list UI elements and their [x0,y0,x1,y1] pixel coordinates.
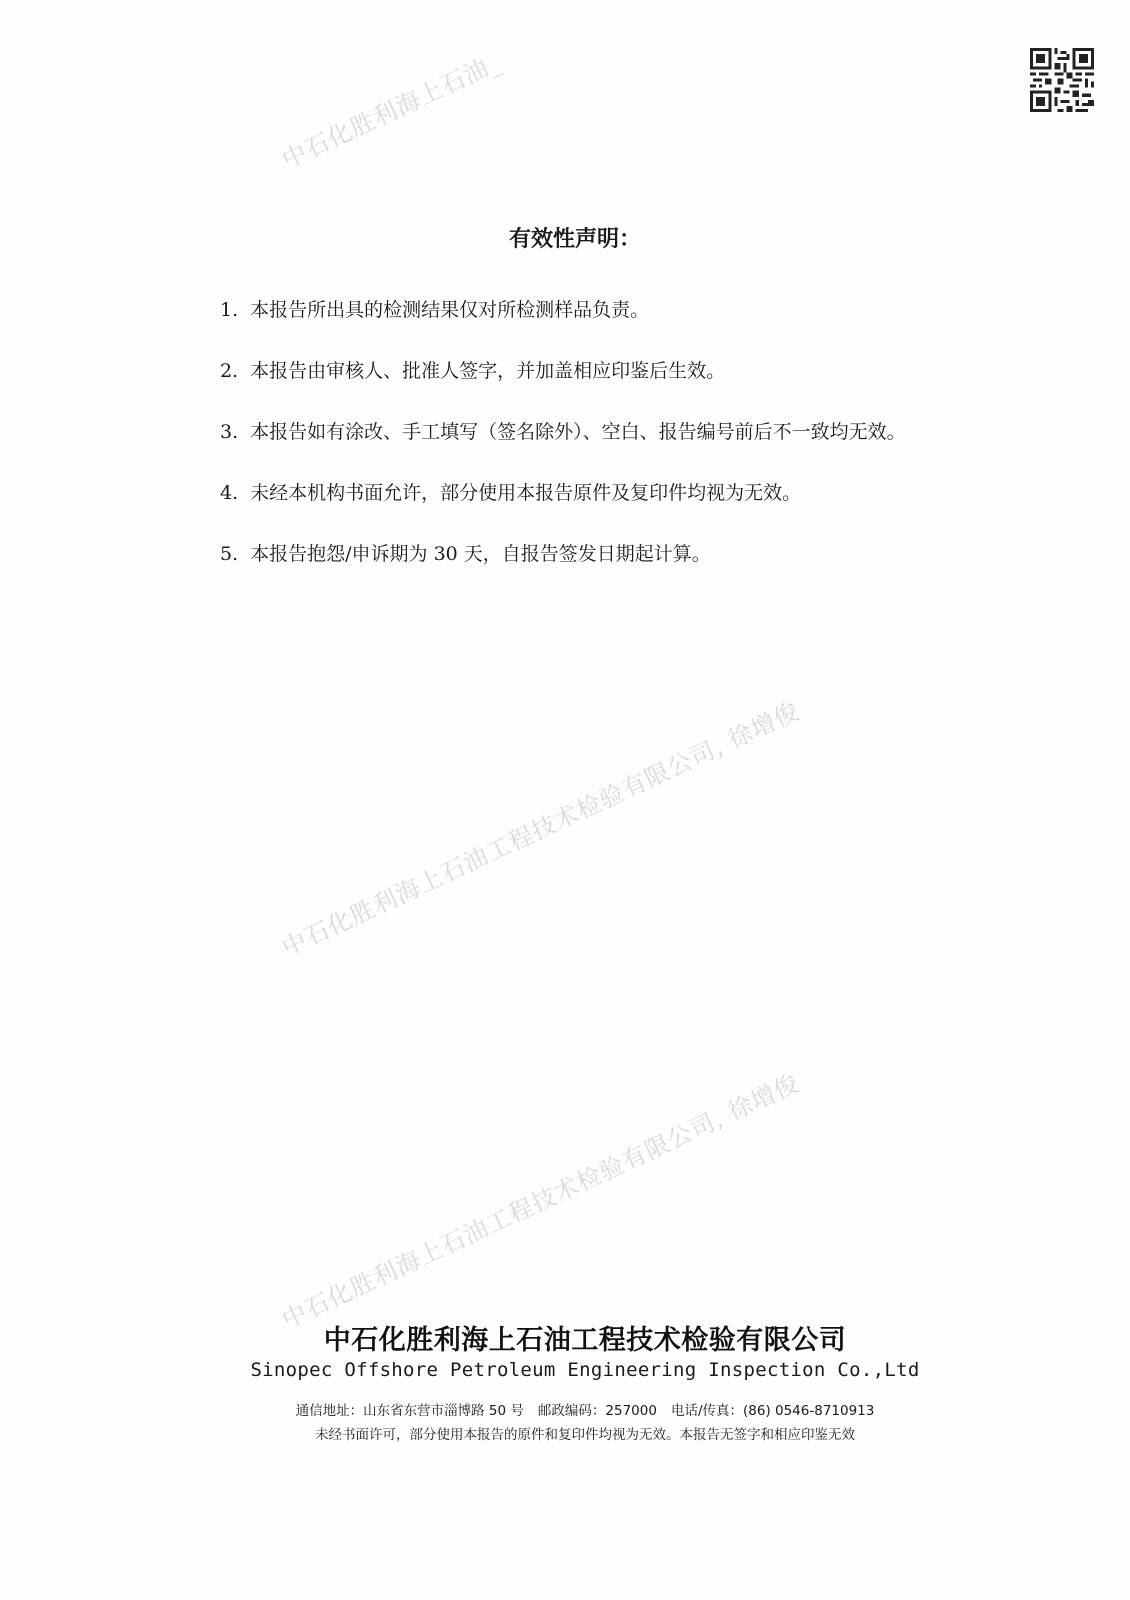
item-text: 本报告由审核人、批准人签字，并加盖相应印鉴后生效。 [250,360,726,382]
statement-item [176,414,966,450]
qr-code-icon [1030,48,1094,112]
phone-fax: 电话/传真：(86) 0546-8710913 [670,1403,875,1419]
item-number: 1. [220,299,239,321]
item-text: 本报告如有涂改、手工填写（签名除外）、空白、报告编号前后不一致均无效。 [250,421,906,443]
statement-item [176,353,966,389]
item-number: 2. [220,360,239,382]
item-text: 本报告所出具的检测结果仅对所检测样品负责。 [250,299,650,321]
item-text: 本报告抱怨/申诉期为 30 天，自报告签发日期起计算。 [250,543,711,565]
footer [0,1318,1130,1443]
statement-item [176,475,966,511]
statement-item [176,292,966,328]
item-text: 未经本机构书面允许，部分使用本报告原件及复印件均视为无效。 [250,482,802,504]
item-number: 5. [220,543,239,565]
watermark-middle-lower: 中石化胜利海上石油工程技术检验有限公司, 徐增俊 [277,1068,804,1335]
item-number: 3. [220,421,239,443]
item-number: 4. [220,482,239,504]
statement-item [176,536,966,572]
postcode: 邮政编码：257000 [537,1403,657,1419]
footer-notice: 未经书面许可，部分使用本报告的原件和复印件均视为无效。本报告无签字和相应印鉴无效 [315,1427,855,1443]
address: 通信地址：山东省东营市淄博路 50 号 [295,1403,524,1419]
watermark-middle-upper: 中石化胜利海上石油工程技术检验有限公司, 徐增俊 [277,696,804,963]
watermark-top: 中石化胜利海上石油_ [277,48,506,175]
company-name-en: Sinopec Offshore Petroleum Engineering Inspection Co.,Ltd [250,1359,920,1381]
company-name-cn: 中石化胜利海上石油工程技术检验有限公司 [323,1325,847,1356]
contact-info [40,1399,1130,1419]
statement-title: 有效性声明： [508,227,641,252]
statement-list [176,292,966,597]
